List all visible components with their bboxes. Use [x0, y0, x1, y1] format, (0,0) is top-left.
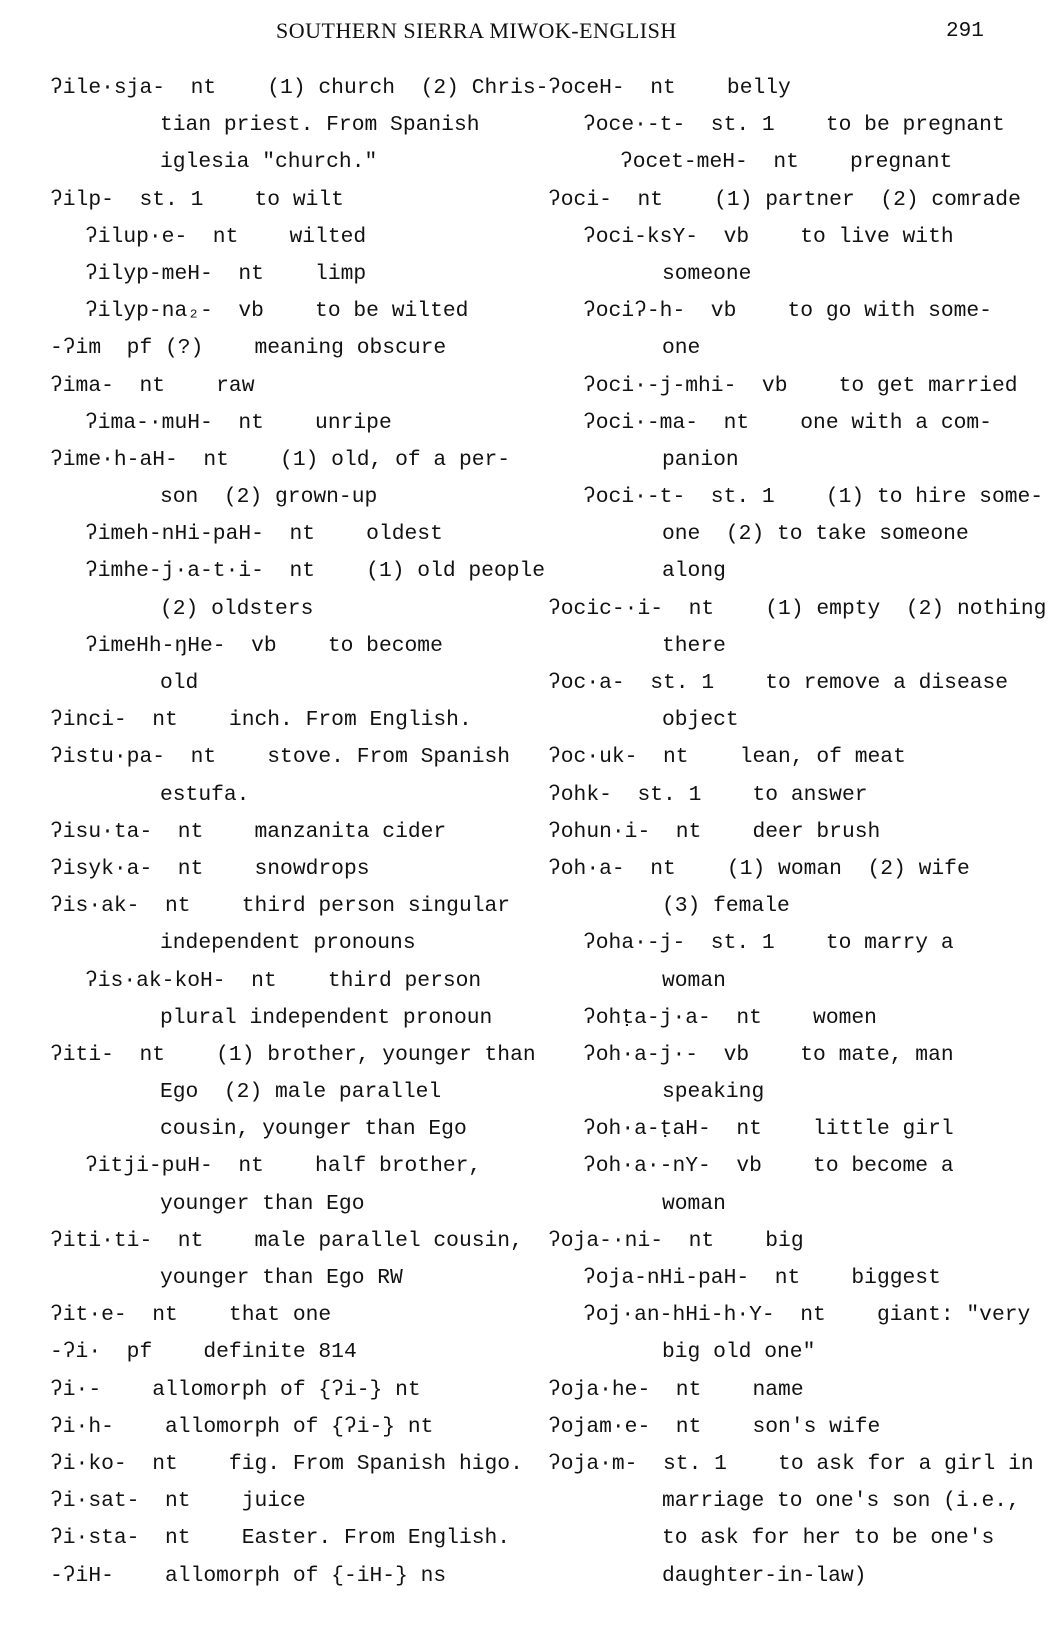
entry-continuation: cousin, younger than Ego	[160, 1117, 467, 1142]
dictionary-entry: ʔilp- st. 1 to wilt	[50, 187, 344, 212]
dictionary-entry: ʔi·sta- nt Easter. From English.	[50, 1526, 511, 1551]
dictionary-entry: ʔis·ak- nt third person singular	[50, 894, 511, 919]
dictionary-subentry: ʔoj·an-hHi-h·Y- nt giant: "very	[583, 1303, 1031, 1328]
entry-continuation: there	[662, 633, 726, 658]
entry-continuation: younger than Ego	[160, 1191, 365, 1216]
dictionary-entry: ʔime·h-aH- nt (1) old, of a per-	[50, 447, 511, 472]
entry-continuation: son (2) grown-up	[160, 485, 378, 510]
dictionary-entry: ʔi·h- allomorph of {ʔi-} nt	[50, 1414, 434, 1439]
dictionary-entry: -ʔim pf (?) meaning obscure	[50, 336, 447, 361]
dictionary-subentry: ʔoce·-t- st. 1 to be pregnant	[583, 113, 1005, 138]
entry-continuation: daughter-in-law)	[662, 1563, 867, 1588]
dictionary-entry: ʔima- nt raw	[50, 373, 255, 398]
entry-continuation: one	[662, 336, 701, 361]
entry-continuation: to ask for her to be one's	[662, 1526, 995, 1551]
right-column	[548, 70, 1048, 1595]
dictionary-entry: ʔisu·ta- nt manzanita cider	[50, 819, 447, 844]
dictionary-subentry: ʔimeHh-ŋHe- vb to become	[85, 633, 443, 658]
dictionary-subentry: ʔoci-ksY- vb to live with	[583, 224, 954, 249]
entry-continuation: old	[160, 671, 199, 695]
dictionary-subentry: ʔoh·a-j·- vb to mate, man	[583, 1042, 954, 1067]
left-column	[50, 70, 549, 1595]
entry-continuation: big old one"	[662, 1340, 816, 1365]
dictionary-subentry: ʔoja-nHi-paH- nt biggest	[583, 1266, 941, 1290]
dictionary-entry: ʔocic-·i- nt (1) empty (2) nothing	[548, 596, 1047, 621]
dictionary-entry: ʔohk- st. 1 to answer	[548, 782, 868, 807]
dictionary-entry: ʔisyk·a- nt snowdrops	[50, 856, 370, 881]
dictionary-entry: -ʔiH- allomorph of {-iH-} ns	[50, 1563, 447, 1588]
dictionary-subentry: ʔociʔ-h- vb to go with some-	[583, 299, 992, 324]
page-header	[0, 18, 1063, 52]
dictionary-subentry: ʔocet-meH- nt pregnant	[620, 150, 953, 175]
dictionary-subentry: ʔilup·e- nt wilted	[85, 224, 367, 249]
dictionary-subentry: ʔoha·-j- st. 1 to marry a	[583, 931, 954, 956]
dictionary-subentry: ʔis·ak-koH- nt third person	[85, 968, 482, 993]
dictionary-entry: ʔiti·ti- nt male parallel cousin,	[50, 1228, 523, 1253]
dictionary-entry: -ʔi· pf definite 814	[50, 1340, 357, 1365]
dictionary-subentry: ʔimeh-nHi-paH- nt oldest	[85, 522, 443, 547]
dictionary-entry: ʔoceH- nt belly	[548, 76, 791, 100]
entry-continuation: someone	[662, 261, 752, 286]
entry-continuation: woman	[662, 968, 726, 993]
entry-continuation: along	[662, 559, 726, 584]
dictionary-entry: ʔit·e- nt that one	[50, 1303, 332, 1328]
dictionary-entry: ʔoja·he- nt name	[548, 1377, 804, 1402]
entry-continuation: panion	[662, 447, 739, 472]
entry-continuation: one (2) to take someone	[662, 522, 969, 547]
dictionary-entry: ʔoci- nt (1) partner (2) comrade	[548, 187, 1021, 212]
dictionary-subentry: ʔitji-puH- nt half brother,	[85, 1154, 482, 1179]
dictionary-entry: ʔi·sat- nt juice	[50, 1489, 306, 1514]
dictionary-entry: ʔoh·a- nt (1) woman (2) wife	[548, 856, 970, 881]
entry-continuation: (2) oldsters	[160, 596, 314, 621]
dictionary-entry: ʔi·- allomorph of {ʔi-} nt	[50, 1377, 421, 1402]
dictionary-subentry: ʔoh·a-ṭaH- nt little girl	[583, 1117, 954, 1142]
dictionary-entry: ʔohun·i- nt deer brush	[548, 819, 881, 844]
entry-continuation: plural independent pronoun	[160, 1005, 493, 1030]
entry-continuation: Ego (2) male parallel	[160, 1080, 442, 1105]
entry-continuation: independent pronouns	[160, 931, 416, 956]
dictionary-subentry: ʔima-·muH- nt unripe	[85, 410, 392, 435]
entry-continuation: (3) female	[662, 894, 790, 919]
dictionary-entry: ʔile·sja- nt (1) church (2) Chris-	[50, 76, 549, 100]
dictionary-subentry: ʔoci·-ma- nt one with a com-	[583, 410, 992, 435]
entry-continuation: marriage to one's son (i.e.,	[662, 1489, 1020, 1514]
dictionary-subentry: ʔimhe-j·a-t·i- nt (1) old people	[85, 559, 546, 584]
entry-continuation: tian priest. From Spanish	[160, 113, 480, 138]
entry-continuation: younger than Ego RW	[160, 1266, 403, 1290]
dictionary-entry: ʔoc·uk- nt lean, of meat	[548, 745, 906, 770]
dictionary-subentry: ʔoci·-j-mhi- vb to get married	[583, 373, 1018, 398]
running-title: SOUTHERN SIERRA MIWOK-ENGLISH	[276, 18, 677, 43]
entry-continuation: iglesia "church."	[160, 150, 378, 175]
dictionary-entry: ʔistu·pa- nt stove. From Spanish	[50, 745, 511, 770]
dictionary-subentry: ʔilyp-meH- nt limp	[85, 261, 367, 286]
dictionary-entry: ʔoc·a- st. 1 to remove a disease	[548, 671, 1009, 695]
page-number: 291	[946, 20, 984, 43]
entry-continuation: woman	[662, 1191, 726, 1216]
entry-continuation: estufa.	[160, 782, 250, 807]
entry-continuation: speaking	[662, 1080, 765, 1105]
dictionary-entry: ʔiti- nt (1) brother, younger than	[50, 1042, 536, 1067]
dictionary-entry: ʔoja·m- st. 1 to ask for a girl in	[548, 1451, 1034, 1476]
dictionary-entry: ʔinci- nt inch. From English.	[50, 708, 472, 733]
dictionary-entry: ʔi·ko- nt fig. From Spanish higo.	[50, 1451, 523, 1476]
dictionary-subentry: ʔilyp-na₂- vb to be wilted	[85, 299, 469, 324]
entry-continuation: object	[662, 708, 739, 733]
dictionary-subentry: ʔohṭa-j·a- nt women	[583, 1005, 877, 1030]
dictionary-subentry: ʔoh·a·-nY- vb to become a	[583, 1154, 954, 1179]
dictionary-subentry: ʔoci·-t- st. 1 (1) to hire some-	[583, 485, 1044, 510]
dictionary-entry: ʔojam·e- nt son's wife	[548, 1414, 881, 1439]
dictionary-entry: ʔoja-·ni- nt big	[548, 1228, 804, 1253]
